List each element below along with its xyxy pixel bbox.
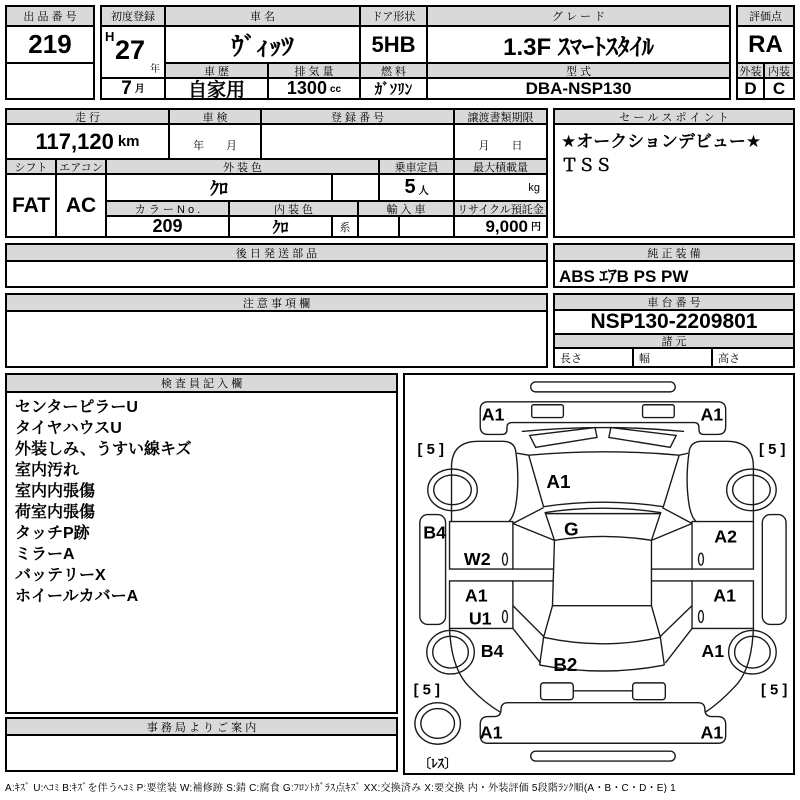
import-cell-2: [400, 217, 455, 236]
inspection-value: 年 月: [170, 125, 262, 160]
c-pillar-right: [660, 606, 692, 663]
mileage-cell: [7, 125, 170, 160]
first-registration-year: 27: [115, 35, 146, 65]
lot-number-label: 出 品 番 号: [7, 7, 93, 27]
car-name-value: ｳﾞｨｯﾂ: [166, 27, 361, 64]
front-strip: [531, 382, 676, 392]
sales-point-box: [553, 108, 795, 238]
interior-score-value: C: [772, 79, 786, 98]
door-shape-label: ドア形状: [361, 7, 428, 27]
cowl-vent-line: [545, 508, 662, 512]
cowl-line: [522, 428, 684, 432]
equipment-label: 純 正 装 備: [555, 245, 793, 262]
exterior-score-value: D: [738, 79, 765, 98]
tread-front-left: [ 5 ]: [417, 442, 444, 459]
sales-point-line: ★オークションデビュー★: [561, 132, 762, 151]
notes-empty: [7, 312, 546, 366]
later-parts-label: 後 日 発 送 部 品: [7, 245, 546, 262]
windshield-outline: [546, 514, 661, 541]
notes-label: 注 意 事 項 欄: [7, 295, 546, 312]
fender-hood-link-right: [679, 453, 688, 455]
car-history-value: 自家用: [166, 79, 269, 98]
mileage-unit: km: [117, 133, 140, 150]
damage-label-door-front-right: A2: [714, 526, 738, 547]
aircon-label: エアコン: [57, 160, 107, 175]
car-name-label: 車 名: [166, 7, 361, 27]
inspector-note: 室内汚れ: [15, 462, 80, 479]
sill-right: [762, 515, 786, 625]
headlight-left: [532, 405, 564, 418]
later-parts-empty: [7, 262, 546, 286]
era-letter: H: [105, 29, 115, 44]
year-unit: 年: [150, 64, 160, 75]
c-pillar-left: [513, 606, 544, 663]
wheel-front-left-inner: [434, 475, 472, 505]
shift-label: シフト: [7, 160, 57, 175]
displacement-value: 1300: [286, 79, 327, 98]
tread-front-right: [ 5 ]: [759, 442, 786, 459]
door-handle-front-right: [698, 553, 703, 565]
grade-value: 1.3F ｽﾏｰﾄｽﾀｲﾙ: [428, 27, 729, 64]
damage-label-sill-left: B4: [423, 522, 447, 543]
displacement-label: 排 気 量: [269, 64, 361, 79]
capacity-cell: [380, 175, 455, 202]
office-notice-label: 事 務 局 よ り ご 案 内: [7, 719, 396, 736]
fuel-value: ｶﾞｿﾘﾝ: [361, 79, 428, 98]
inspector-label: 検 査 員 記 入 欄: [7, 375, 396, 393]
rear-strip: [531, 751, 676, 761]
inspection-label: 車 検: [170, 110, 262, 125]
damage-label-hood: A1: [546, 470, 571, 492]
office-notice-box: [5, 717, 398, 772]
capacity-unit: 人: [418, 186, 429, 197]
spare-tire-inner: [421, 709, 455, 739]
interior-color-label: 内 装 色: [230, 202, 359, 217]
width-label: 幅: [634, 349, 713, 366]
specs-label: 諸 元: [555, 335, 793, 349]
lot-number-empty-cell: [7, 64, 93, 98]
shift-value: FAT: [7, 175, 57, 236]
equipment-box: [553, 243, 795, 288]
chassis-label: 車 台 番 号: [555, 295, 793, 311]
notes-box: [5, 293, 548, 368]
mileage-value: 117,120: [35, 128, 114, 154]
first-registration-year-cell: [102, 27, 166, 79]
equipment-value: ABS ｴｱB PS PW: [559, 266, 689, 286]
rear-bumper: [480, 703, 725, 744]
tail-light-right: [633, 683, 666, 700]
car-history-label: 車 歴: [166, 64, 269, 79]
length-label: 長さ: [555, 349, 634, 366]
score-value: RA: [738, 27, 793, 64]
door-shape-value: 5HB: [361, 27, 428, 64]
max-load-label: 最大積載量: [455, 160, 546, 175]
lot-number-box: [5, 5, 95, 100]
inspector-note: タッチP跡: [15, 525, 90, 542]
first-registration-month-cell: [102, 79, 166, 98]
exterior-color-label: 外 装 色: [107, 160, 380, 175]
wheel-front-right-inner: [733, 475, 771, 505]
tail-light-left: [541, 683, 574, 700]
tread-rear-right: [ 5 ]: [761, 682, 788, 699]
fender-hood-link-left: [517, 453, 529, 455]
transfer-deadline-label: 譲渡書類期限: [455, 110, 546, 125]
import-cell-1: [359, 217, 400, 236]
sales-point-label: セ ー ル ス ポ イ ン ト: [555, 110, 793, 125]
damage-label-door-rear-right: A1: [713, 585, 737, 606]
damage-label-rear-bumper-left: A1: [479, 722, 503, 743]
inspector-notes-box: [5, 373, 398, 714]
displacement-cell: [269, 79, 361, 98]
model-code-value: DBA-NSP130: [525, 79, 632, 98]
front-bumper: [480, 402, 725, 435]
rear-window-outline: [544, 606, 661, 644]
sales-point-line: ＴＳＳ: [561, 156, 612, 175]
recycle-label: リサイクル預託金: [455, 202, 546, 217]
roof-side-left: [552, 540, 554, 605]
color-no-value: 209: [107, 217, 230, 236]
later-parts-box: [5, 243, 548, 288]
b-pillar-right: [651, 569, 692, 581]
inspector-note: センターピラーU: [15, 399, 138, 416]
inspector-note: バッテリーX: [15, 567, 106, 584]
tailgate-side-right: [660, 637, 664, 665]
inspector-note: タイヤハウスU: [15, 420, 122, 437]
inspector-notes-list: [15, 397, 390, 708]
displacement-unit: cc: [329, 84, 342, 95]
interior-score-label: 内装: [765, 64, 793, 79]
car-damage-diagram: [405, 375, 793, 773]
damage-label-door-rear-left-lower: U1: [468, 608, 492, 629]
first-registration-month: 7: [121, 79, 132, 98]
transfer-deadline-value: 月 日: [455, 125, 546, 160]
mileage-label: 走 行: [7, 110, 170, 125]
damage-label-front-bumper-left: A1: [481, 404, 505, 425]
headlight-right: [643, 405, 675, 418]
interior-color-value: ｸﾛ: [230, 217, 333, 236]
inspector-note: ミラーA: [15, 546, 75, 563]
damage-label-windshield: G: [563, 518, 579, 540]
height-label: 高さ: [718, 352, 740, 365]
month-unit: 月: [134, 84, 145, 95]
interior-color-suffix: 系: [333, 217, 359, 236]
first-registration-label: 初度登録: [102, 7, 166, 27]
import-label: 輸 入 車: [359, 202, 455, 217]
sales-point-content: [561, 130, 789, 232]
capacity-value: 5: [404, 176, 416, 198]
score-label: 評価点: [738, 7, 793, 27]
registration-label: 登 録 番 号: [262, 110, 455, 125]
damage-label-rear-bumper-right: A1: [700, 722, 724, 743]
vehicle-header-box: [100, 5, 731, 100]
chassis-box: [553, 293, 795, 368]
damage-label-door-rear-left: A1: [464, 585, 488, 606]
inspector-note: 外装しみ、うすい線キズ: [15, 441, 192, 458]
tailgate-side-left: [540, 637, 544, 665]
registration-value: [262, 125, 455, 160]
spare-tire-label: 〔ﾚｽ〕: [418, 756, 457, 771]
car-diagram-panel: [403, 373, 795, 775]
damage-label-quarter-rear-right: A1: [701, 641, 725, 662]
damage-label-front-bumper-right: A1: [700, 404, 724, 425]
office-notice-empty: [7, 736, 396, 770]
inspector-note: 室内内張傷: [15, 483, 96, 500]
exterior-score-label: 外装: [738, 64, 765, 79]
door-handle-rear-right: [698, 611, 703, 623]
recycle-cell: [455, 217, 546, 236]
damage-label-quarter-rear-left: B4: [480, 641, 504, 662]
exterior-color-empty-cell: [333, 175, 380, 202]
color-no-label: カ ラ ー N o .: [107, 202, 230, 217]
chassis-number-value: NSP130-2209801: [555, 311, 793, 335]
exterior-color-value: ｸﾛ: [107, 175, 333, 202]
inspector-note: 荷室内張傷: [15, 504, 96, 521]
fuel-label: 燃 料: [361, 64, 428, 79]
recycle-amount: 9,000: [485, 217, 528, 236]
aircon-value: AC: [57, 175, 107, 236]
recycle-unit: 円: [531, 222, 541, 233]
model-code-label: 型 式: [428, 64, 729, 79]
damage-label-door-front-left: W2: [463, 549, 491, 570]
inspector-note: ホイールカバーA: [15, 588, 139, 605]
vehicle-detail-box: [5, 108, 548, 238]
damage-code-legend: A:ｷｽﾞ U:ﾍｺﾐ B:ｷｽﾞを伴うﾍｺﾐ P:要塗装 W:補修跡 S:錆 C:腐食 G:ﾌﾛﾝﾄｶﾞﾗｽ点ｷｽﾞ XX:交換済み X:要交換 内・外装評価 5段階ﾗﾝｸ順(A・B・C・D・E) 1: [5, 783, 676, 794]
lot-number-value: 219: [7, 27, 93, 64]
max-load-unit: kg: [455, 175, 546, 202]
b-pillar-left: [513, 569, 554, 581]
door-handle-front-left: [502, 553, 507, 565]
grade-label: グ レ ー ド: [428, 7, 729, 27]
score-box: [736, 5, 795, 100]
damage-label-rear-window: B2: [553, 654, 578, 675]
tread-rear-left: [ 5 ]: [413, 682, 440, 699]
capacity-label: 乗車定員: [380, 160, 455, 175]
door-handle-rear-left: [502, 611, 507, 623]
